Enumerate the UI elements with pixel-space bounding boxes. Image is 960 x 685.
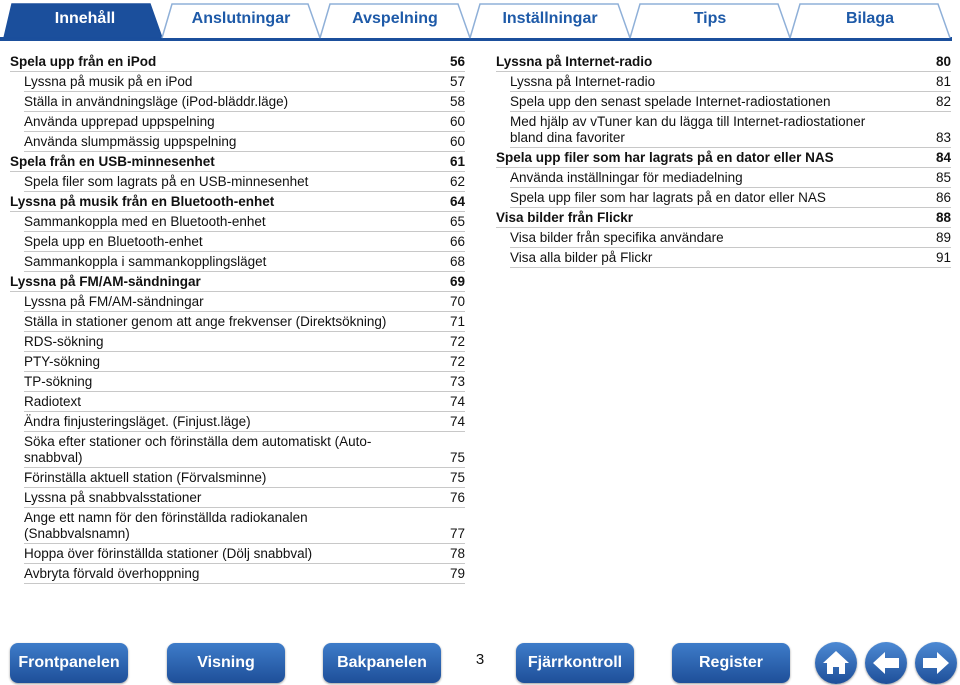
toc-entry-row[interactable]: [24, 352, 465, 372]
toc-page-number: 81: [935, 74, 951, 89]
toc-entry-title: Hoppa över förinställda stationer (Dölj snabbval): [24, 546, 313, 561]
tab-innehall[interactable]: Innehåll: [54, 10, 116, 27]
home-button[interactable]: [815, 642, 857, 684]
toc-page-number: 65: [449, 214, 465, 229]
toc-entry-row[interactable]: [24, 392, 465, 412]
toc-right-column: [496, 52, 951, 268]
toc-page-number: 79: [449, 566, 465, 581]
toc-page-number: 68: [449, 254, 465, 269]
toc-entry-title: Ändra finjusteringsläget. (Finjust.läge): [24, 414, 251, 429]
toc-page-number: 80: [935, 54, 951, 69]
toc-entry-row[interactable]: [24, 332, 465, 352]
toc-entry-row[interactable]: [24, 468, 465, 488]
toc-entry-title: Lyssna på musik på en iPod: [24, 74, 193, 89]
toc-page-number: 62: [449, 174, 465, 189]
remote-control-button[interactable]: Fjärrkontroll: [516, 643, 634, 683]
toc-entry-title: Lyssna på FM/AM-sändningar: [10, 274, 201, 289]
toc-page-number: 66: [449, 234, 465, 249]
toc-entry-row[interactable]: [24, 488, 465, 508]
toc-entry-title: Lyssna på FM/AM-sändningar: [24, 294, 204, 309]
toc-entry-title: Radiotext: [24, 394, 82, 409]
toc-entry-title: Lyssna på snabbvalsstationer: [24, 490, 202, 505]
toc-entry-row[interactable]: [24, 112, 465, 132]
toc-entry-title: Spela upp från en iPod: [10, 54, 157, 69]
toc-page-number: 88: [935, 210, 951, 225]
toc-page-number: 69: [449, 274, 465, 289]
toc-entry-row[interactable]: [24, 132, 465, 152]
toc-entry-title: Visa bilder från Flickr: [496, 210, 634, 225]
forward-button[interactable]: [915, 642, 957, 684]
toc-page-number: 60: [449, 134, 465, 149]
toc-entry-row[interactable]: [24, 412, 465, 432]
toc-entry-title: Visa bilder från specifika användare: [510, 230, 724, 245]
toc-entry-title: Spela filer som lagrats på en USB-minnesenhet: [24, 174, 309, 189]
toc-entry-row[interactable]: [24, 372, 465, 392]
toc-entry-title: Spela upp den senast spelade Internet-radiostationen: [510, 94, 831, 109]
toc-entry-row[interactable]: [510, 248, 951, 268]
page-number: 3: [475, 651, 485, 668]
toc-page-number: 86: [935, 190, 951, 205]
index-button[interactable]: Register: [672, 643, 790, 683]
tab-bar: [0, 0, 960, 42]
toc-entry-title: Spela upp en Bluetooth-enhet: [24, 234, 203, 249]
toc-entry-title: Använda slumpmässig uppspelning: [24, 134, 237, 149]
toc-entry-row[interactable]: [510, 168, 951, 188]
toc-entry-row[interactable]: [24, 72, 465, 92]
toc-entry-row[interactable]: [510, 92, 951, 112]
toc-page-number: 75: [449, 470, 465, 485]
toc-entry-row[interactable]: [24, 252, 465, 272]
toc-entry-title: Ställa in användningsläge (iPod-bläddr.läge): [24, 94, 289, 109]
toc-entry-row[interactable]: [24, 508, 465, 544]
tab-bilaga[interactable]: Bilaga: [845, 10, 894, 27]
toc-entry-title: Med hjälp av vTuner kan du lägga till Internet-radiostationer bland dina favoriter: [510, 114, 866, 145]
toc-entry-row[interactable]: [24, 212, 465, 232]
toc-entry-row[interactable]: [24, 172, 465, 192]
toc-page-number: 77: [449, 526, 465, 541]
toc-entry-title: Använda upprepad uppspelning: [24, 114, 215, 129]
toc-page-number: 58: [449, 94, 465, 109]
toc-entry-title: Sammankoppla med en Bluetooth-enhet: [24, 214, 266, 229]
arrow-right-icon: [915, 642, 957, 684]
toc-entry-title: Ställa in stationer genom att ange frekvenser (Direktsökning): [24, 314, 387, 329]
toc-entry-row[interactable]: [510, 72, 951, 92]
front-panel-button[interactable]: Frontpanelen: [10, 643, 128, 683]
toc-entry-title: Spela upp filer som har lagrats på en dator eller NAS: [496, 150, 834, 165]
toc-page-number: 76: [449, 490, 465, 505]
toc-entry-row[interactable]: [510, 228, 951, 248]
toc-page-number: 72: [449, 334, 465, 349]
toc-entry-row[interactable]: [510, 112, 951, 148]
toc-entry-title: Använda inställningar för mediadelning: [510, 170, 743, 185]
toc-heading-row[interactable]: [496, 148, 951, 168]
toc-entry-title: Lyssna på Internet-radio: [510, 74, 656, 89]
toc-entry-title: Sammankoppla i sammankopplingsläget: [24, 254, 267, 269]
toc-heading-row[interactable]: [10, 272, 465, 292]
toc-entry-title: Spela upp filer som har lagrats på en dator eller NAS: [510, 190, 826, 205]
toc-entry-row[interactable]: [510, 188, 951, 208]
toc-entry-title: Söka efter stationer och förinställa dem automatiskt (Auto-snabbval): [24, 434, 372, 465]
toc-page-number: 84: [935, 150, 951, 165]
toc-entry-title: Visa alla bilder på Flickr: [510, 250, 653, 265]
toc-heading-row[interactable]: [496, 208, 951, 228]
toc-page-number: 72: [449, 354, 465, 369]
toc-heading-row[interactable]: [10, 192, 465, 212]
rear-panel-button[interactable]: Bakpanelen: [323, 643, 441, 683]
toc-entry-row[interactable]: [24, 564, 465, 584]
toc-page-number: 91: [935, 250, 951, 265]
toc-entry-title: Ange ett namn för den förinställda radiokanalen (Snabbvalsnamn): [24, 510, 308, 541]
toc-entry-title: Avbryta förvald överhoppning: [24, 566, 200, 581]
toc-heading-row[interactable]: [10, 52, 465, 72]
toc-left-column: [10, 52, 465, 584]
toc-entry-title: Lyssna på Internet-radio: [496, 54, 653, 69]
toc-entry-row[interactable]: [24, 544, 465, 564]
toc-entry-row[interactable]: [24, 432, 465, 468]
toc-page-number: 61: [449, 154, 465, 169]
toc-entry-title: TP-sökning: [24, 374, 93, 389]
toc-page-number: 82: [935, 94, 951, 109]
toc-heading-row[interactable]: [10, 152, 465, 172]
toc-page-number: 73: [449, 374, 465, 389]
toc-page-number: 85: [935, 170, 951, 185]
tab-installningar[interactable]: Inställningar: [502, 10, 598, 27]
toc-page-number: 74: [449, 394, 465, 409]
arrow-left-icon: [865, 642, 907, 684]
toc-page-number: 64: [449, 194, 465, 209]
toc-entry-row[interactable]: [24, 92, 465, 112]
display-button[interactable]: Visning: [167, 643, 285, 683]
toc-page-number: 60: [449, 114, 465, 129]
toc-page-number: 74: [449, 414, 465, 429]
toc-entry-title: RDS-sökning: [24, 334, 104, 349]
home-icon: [815, 642, 857, 684]
toc-entry-title: Förinställa aktuell station (Förvalsminne): [24, 470, 267, 485]
toc-entry-row[interactable]: [24, 292, 465, 312]
toc-entry-title: Lyssna på musik från en Bluetooth-enhet: [10, 194, 275, 209]
toc-page-number: 70: [449, 294, 465, 309]
tab-tips[interactable]: Tips: [693, 10, 727, 27]
toc-page-number: 75: [449, 450, 465, 465]
toc-entry-row[interactable]: [24, 232, 465, 252]
toc-page-number: 83: [935, 130, 951, 145]
tab-avspelning[interactable]: Avspelning: [352, 10, 438, 27]
toc-entry-title: Spela från en USB-minnesenhet: [10, 154, 215, 169]
toc-entry-title: PTY-sökning: [24, 354, 101, 369]
toc-entry-row[interactable]: [24, 312, 465, 332]
toc-page-number: 78: [449, 546, 465, 561]
toc-heading-row[interactable]: [496, 52, 951, 72]
toc-page-number: 56: [449, 54, 465, 69]
toc-page-number: 57: [449, 74, 465, 89]
toc-page-number: 89: [935, 230, 951, 245]
tab-anslutningar[interactable]: Anslutningar: [191, 10, 291, 27]
toc-page-number: 71: [449, 314, 465, 329]
back-button[interactable]: [865, 642, 907, 684]
